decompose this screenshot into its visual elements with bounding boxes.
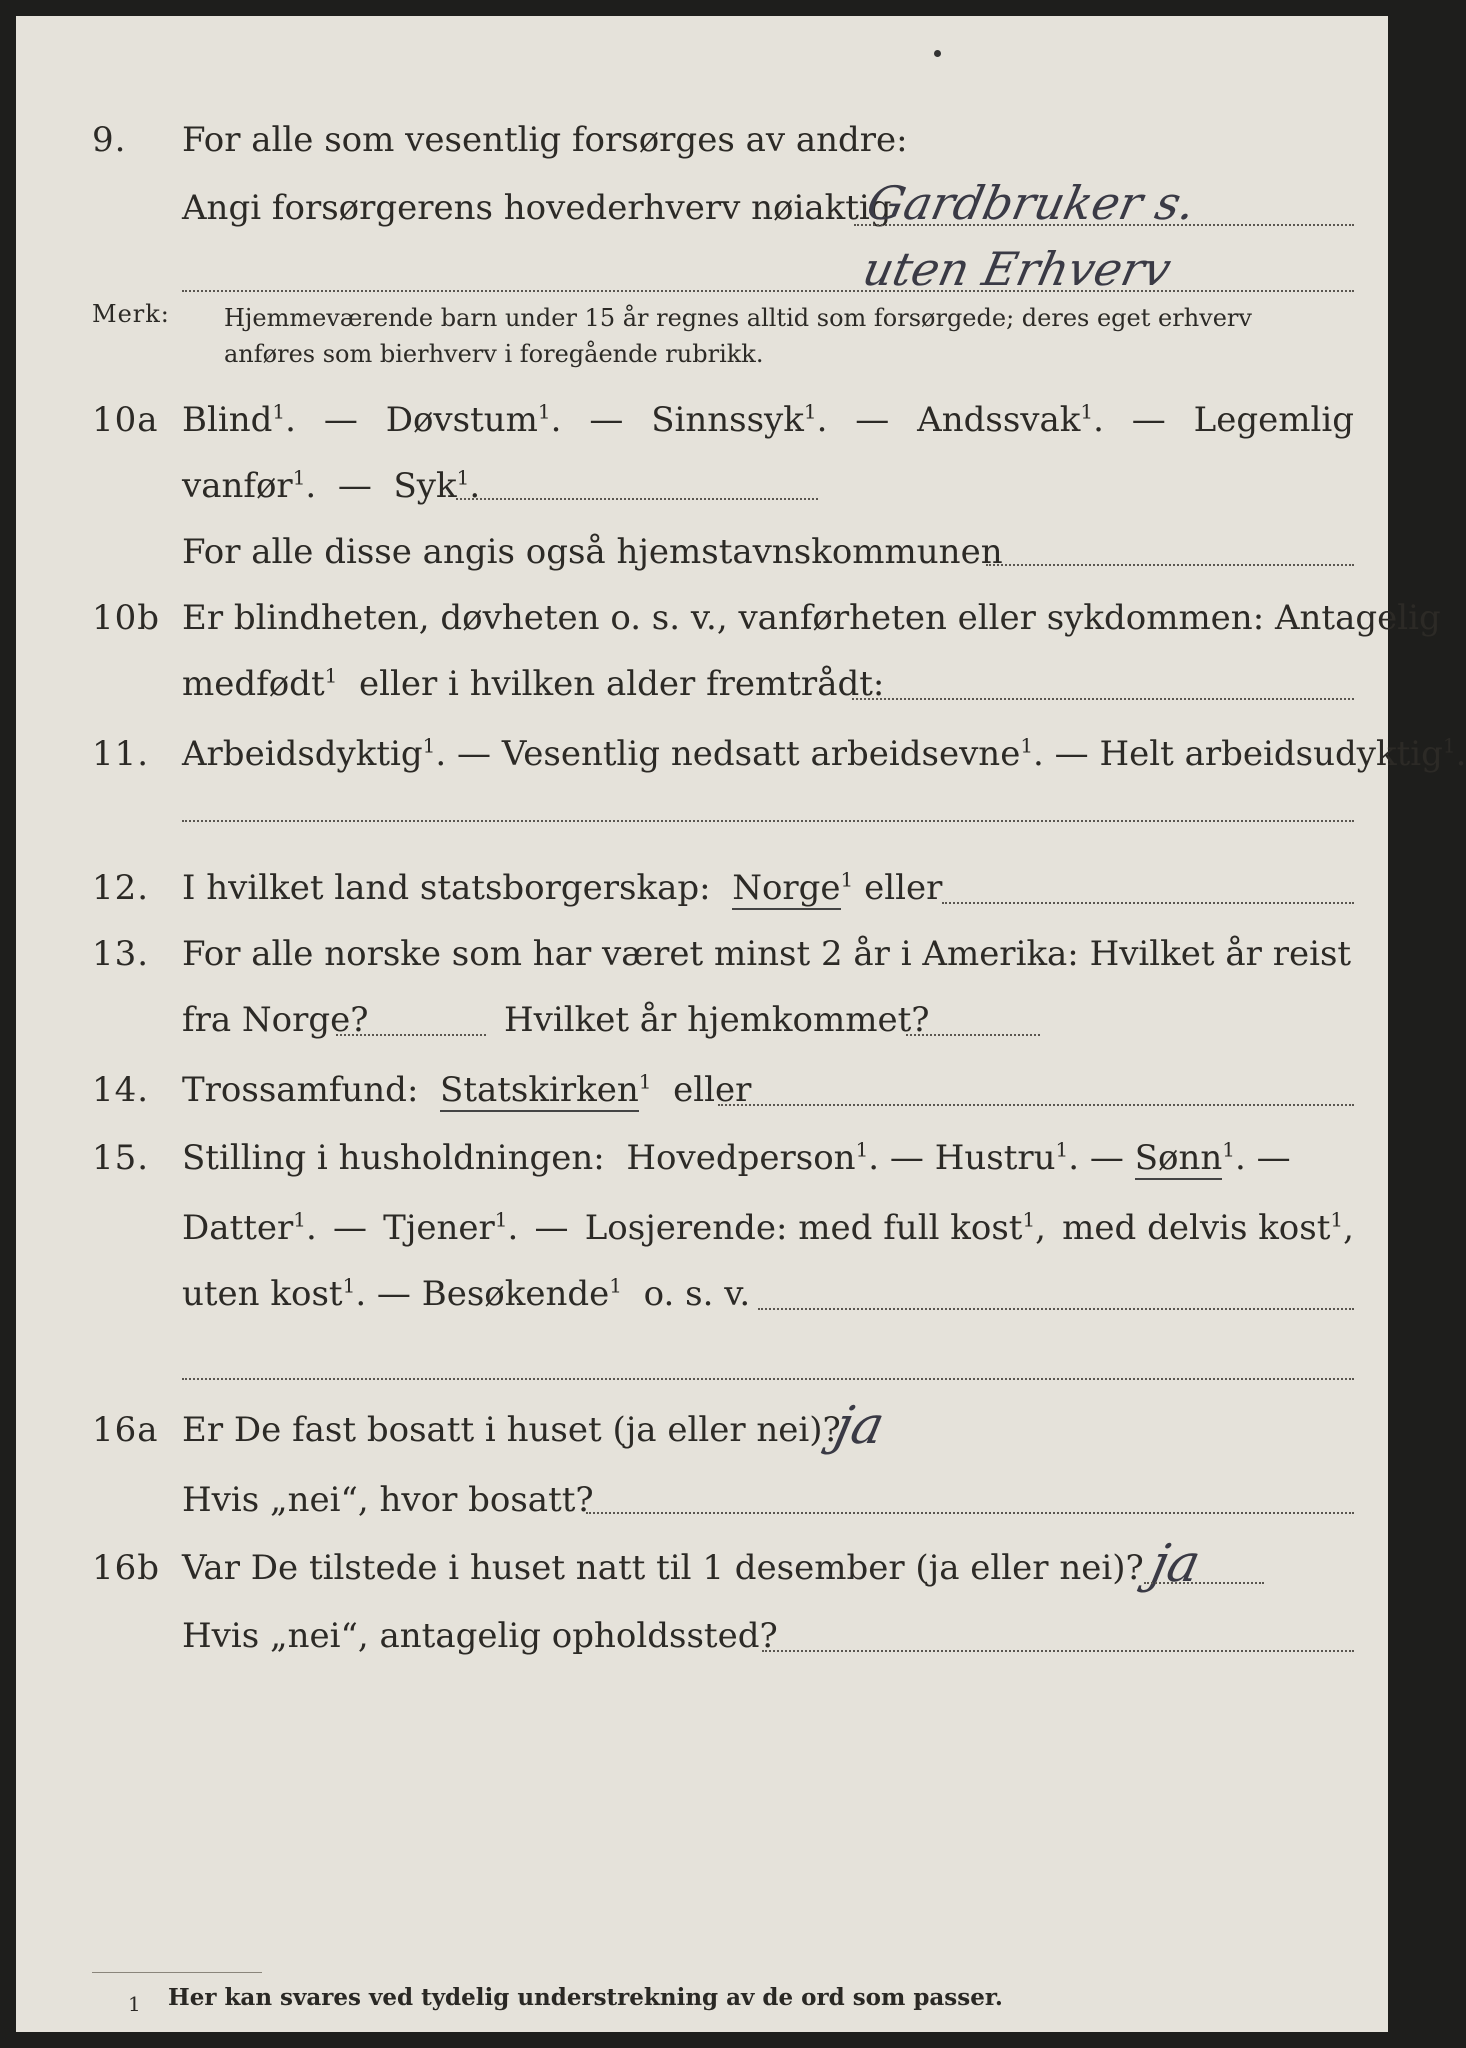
q11-answer-line [182,820,1354,822]
q11-number: 11. [92,734,150,774]
q14-label: Trossamfund: [182,1070,419,1110]
q13-hjemkommet-answer-line [906,1034,1040,1036]
q16a-line2: Hvis „nei“, hvor bosatt? [182,1480,594,1520]
q15-line2: Datter$^1$. — Tjener$^1$. — Losjerende: med full kost$^1$, med delvis kost$^1$, [182,1207,1354,1248]
footnote-text: Her kan svares ved tydelig understrekning av de ord som passer. [168,1984,1003,2011]
q15-osv: o. s. v. [643,1274,751,1314]
q10a-legemlig: Legemlig [1193,400,1354,440]
q13-part2: Hvilket år hjemkommet? [504,1000,930,1040]
q15-label: Stilling i husholdningen: [182,1138,605,1178]
q11-line1: Arbeidsdyktig$^1$. — Vesentlig nedsatt arbeidsevne$^1$. — Helt arbeidsudyktig$^1$. [182,733,1466,774]
q12-number: 12. [92,868,150,908]
q9-number: 9. [92,120,127,160]
q10b-answer-line [852,698,1354,700]
q10b-line1: Er blindheten, døvheten o. s. v., vanførheten eller sykdommen: Antagelig [182,598,1441,638]
q12-eller: eller [864,868,943,908]
q15-besokende: Besøkende [421,1274,610,1314]
q10a-hjemstavn-answer-line [986,564,1354,566]
q15-selected-sonn: Sønn [1134,1138,1223,1178]
q13-line1: For alle norske som har været minst 2 år i Amerika: Hvilket år reist [182,934,1352,974]
q16b-answer-line [1144,1582,1264,1584]
q16b-line1: Var De tilstede i huset natt til 1 desember (ja eller nei)? [182,1548,1144,1588]
q11-opt1: Arbeidsdyktig [182,734,423,774]
q9-handwritten-answer2: uten Erhverv [858,242,1176,296]
q10a-line1: Blind$^1$. — Døvstum$^1$. — Sinnssyk$^1$. — Andssvak$^1$. — Legemlig [182,399,1354,440]
q12-line1: I hvilket land statsborgerskap: Norge$^1$ eller [182,867,943,908]
q15-answer-line2 [182,1378,1354,1380]
q15-number: 15. [92,1138,150,1178]
q12-selected-norge: Norge [732,868,841,908]
q10a-vanfor: vanfør [182,466,293,506]
ink-spot [934,50,941,57]
q10a-blind: Blind [182,400,273,440]
q12-text: I hvilket land statsborgerskap: [182,868,711,908]
q15-line1: Stilling i husholdningen: Hovedperson$^1$. — Hustru$^1$. — Sønn$^1$. — [182,1137,1291,1178]
q15-hovedperson: Hovedperson [626,1138,856,1178]
q16a-number: 16a [92,1410,159,1450]
q15-answer-line [758,1308,1354,1310]
q10a-line2: vanfør$^1$. — Syk$^1$. [182,465,481,506]
q12-answer-line [942,902,1354,904]
q15-tjener: Tjener [383,1208,495,1248]
q10a-andssvak: Andssvak [917,400,1081,440]
q10a-syk-answer-line [456,498,818,500]
q9-answer-line2 [182,290,1354,292]
q15-delvis: med delvis kost [1062,1208,1331,1248]
q10a-sinnssyk: Sinnssyk [651,400,804,440]
q16b-opholdssted-answer-line [762,1650,1354,1652]
q9-line2: Angi forsørgerens hovederhverv nøiaktig [182,188,892,228]
q10a-number: 10a [92,400,159,440]
q14-line1: Trossamfund: Statskirken$^1$ eller [182,1069,752,1110]
q15-datter: Datter [182,1208,294,1248]
q16b-handwritten-answer: ja [1145,1534,1206,1594]
merk-line1: Hjemmeværende barn under 15 år regnes alltid som forsørgede; deres eget erhverv [224,304,1252,332]
q14-eller: eller [673,1070,752,1110]
q13-reist-answer-line [336,1034,486,1036]
footnote-rule [92,1972,262,1973]
merk-label: Merk: [92,300,170,328]
q15-uten-kost: uten kost [182,1274,343,1314]
q14-answer-line [718,1104,1354,1106]
q15-hustru: Hustru [934,1138,1056,1178]
q14-number: 14. [92,1070,150,1110]
q10b-alder: eller i hvilken alder fremtrådt: [358,664,885,704]
q15-line3: uten kost$^1$. — Besøkende$^1$ o. s. v. [182,1273,751,1314]
q16a-handwritten-answer: ja [829,1396,890,1456]
q14-selected-statskirken: Statskirken [440,1070,639,1110]
footnote-mark: 1 [128,1992,141,2016]
q10a-dovstum: Døvstum [385,400,538,440]
q16b-line2: Hvis „nei“, antagelig opholdssted? [182,1616,778,1656]
merk-line2: anføres som bierhverv i foregående rubrikk. [224,340,764,368]
q16a-line1: Er De fast bosatt i huset (ja eller nei)? [182,1410,841,1450]
q10a-syk: Syk [393,466,457,506]
q10b-number: 10b [92,598,161,638]
q10b-medfodt: medfødt [182,664,325,704]
q11-opt3: Helt arbeidsudyktig [1099,734,1443,774]
q15-losjerende: Losjerende: med full kost [584,1208,1023,1248]
q16b-number: 16b [92,1548,161,1588]
q11-opt2: Vesentlig nedsatt arbeidsevne [501,734,1021,774]
q9-handwritten-answer1: Gardbruker s. [862,176,1201,230]
q10a-line3: For alle disse angis også hjemstavnskommunen [182,532,1003,572]
q16a-bosatt-answer-line [586,1512,1354,1514]
q9-line1: For alle som vesentlig forsørges av andre: [182,120,908,160]
q13-number: 13. [92,934,150,974]
q10b-line2: medfødt$^1$ eller i hvilken alder fremtrådt: [182,663,885,704]
census-form-page [16,16,1466,2032]
q13-part1: fra Norge? [182,1000,369,1040]
